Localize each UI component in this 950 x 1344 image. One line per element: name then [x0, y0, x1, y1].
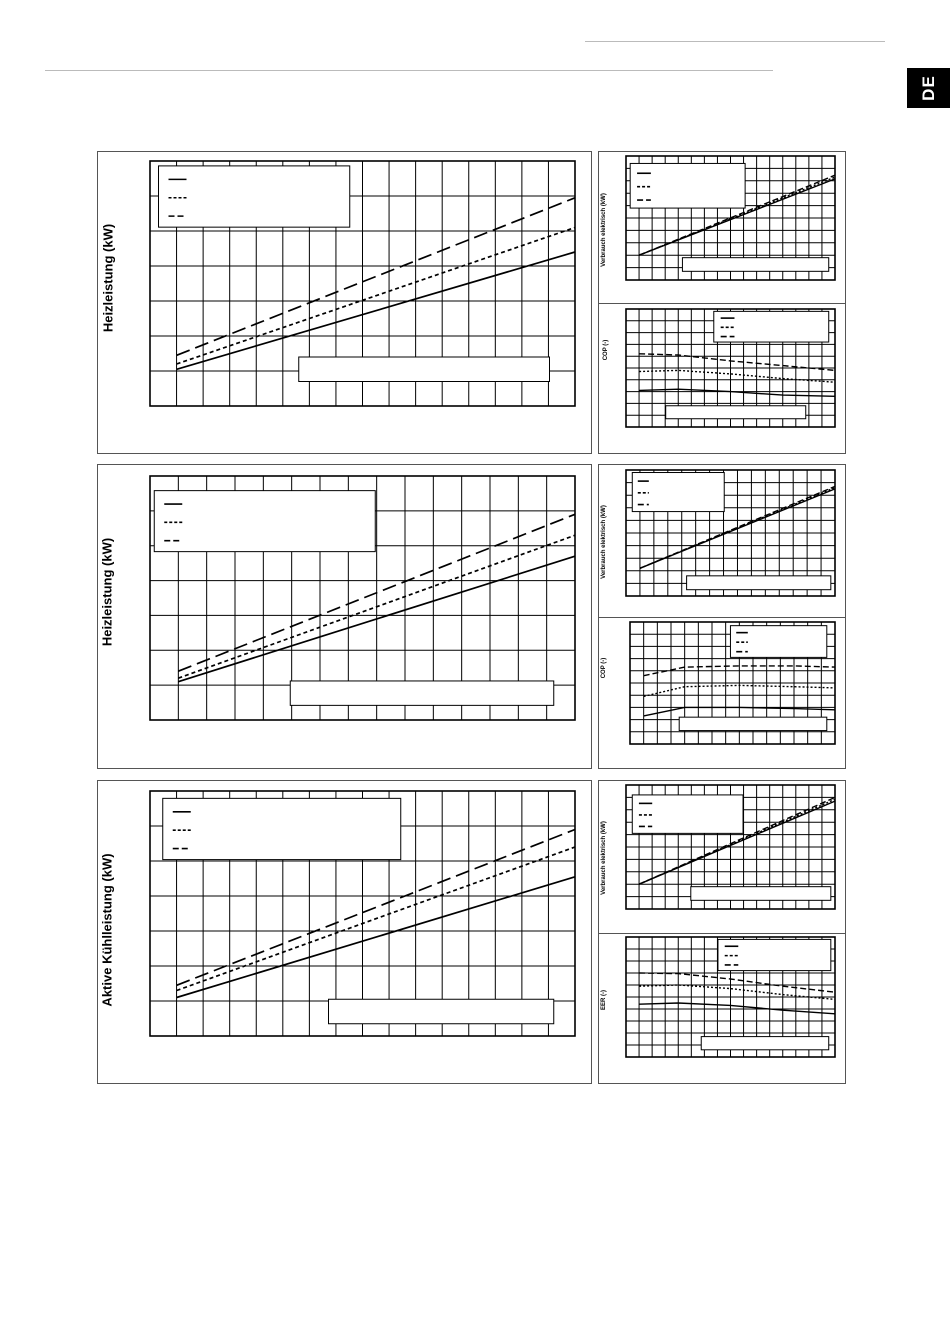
p1a-ylabel: Verbrauch elektrisch (kW)	[601, 193, 607, 267]
p3b-series-dash-line	[639, 973, 835, 992]
p2-legend	[154, 491, 375, 552]
p3b-svg	[626, 937, 835, 1057]
p3a-svg	[626, 785, 835, 909]
p3b-ylabel: EER (-)	[601, 990, 607, 1010]
p2a-annotation-box	[687, 576, 831, 590]
p2b-svg	[630, 622, 835, 744]
chart-p1	[150, 161, 575, 406]
p1-legend	[159, 166, 350, 227]
chart-p2a	[626, 470, 835, 596]
chart-p3a	[626, 785, 835, 909]
p3a-legend	[632, 795, 743, 833]
header-rule-long	[45, 70, 773, 71]
language-tab[interactable]	[907, 68, 950, 108]
p3-annotation-box	[329, 999, 554, 1024]
p3-legend	[163, 798, 401, 859]
p2b-legend	[730, 626, 826, 658]
p1b-series-dot-line	[639, 370, 835, 382]
p3-ylabel: Aktive Kühlleistung (kW)	[99, 853, 115, 1007]
chart-p2b	[630, 622, 835, 744]
panel-1-divider	[599, 303, 845, 304]
chart-p3	[150, 791, 575, 1036]
chart-p1a	[626, 156, 835, 280]
panel-2-divider	[599, 617, 845, 618]
p2-svg	[150, 476, 575, 720]
p2-ylabel: Heizleistung (kW)	[99, 537, 115, 647]
panel-3-divider	[599, 933, 845, 934]
p1-annotation-box	[299, 357, 550, 382]
p1b-svg	[626, 309, 835, 427]
p3-series-dot-line	[177, 847, 575, 991]
p1b-annotation-box	[666, 406, 806, 419]
p1a-annotation-box	[682, 258, 828, 272]
p1-series-dot-line	[177, 228, 575, 365]
p1a-legend	[630, 163, 745, 208]
p2b-ylabel: COP (-)	[601, 657, 607, 679]
p1-ylabel: Heizleistung (kW)	[100, 223, 116, 333]
p2-annotation-box	[290, 681, 554, 705]
p2a-legend	[632, 473, 724, 512]
p3b-annotation-box	[701, 1037, 828, 1050]
chart-p2	[150, 476, 575, 720]
p3b-series-solid-line	[639, 1003, 835, 1014]
p2a-svg	[626, 470, 835, 596]
p3-svg	[150, 791, 575, 1036]
chart-p1b	[626, 309, 835, 427]
p1b-series-solid-line	[639, 389, 835, 396]
p1a-svg	[626, 156, 835, 280]
p2a-ylabel: Verbrauch elektrisch (kW)	[601, 505, 607, 579]
p3a-ylabel: Verbrauch elektrisch (kW)	[601, 821, 607, 895]
p1-series-solid-line	[177, 252, 575, 369]
p1b-ylabel: COP (-)	[603, 339, 609, 361]
p2b-annotation-box	[679, 717, 827, 730]
language-tab-label: DE	[918, 75, 938, 101]
header-rule-short	[585, 41, 885, 42]
p3-series-solid-line	[177, 877, 575, 998]
p1-svg	[150, 161, 575, 406]
p3a-annotation-box	[691, 887, 831, 901]
chart-p3b	[626, 937, 835, 1057]
